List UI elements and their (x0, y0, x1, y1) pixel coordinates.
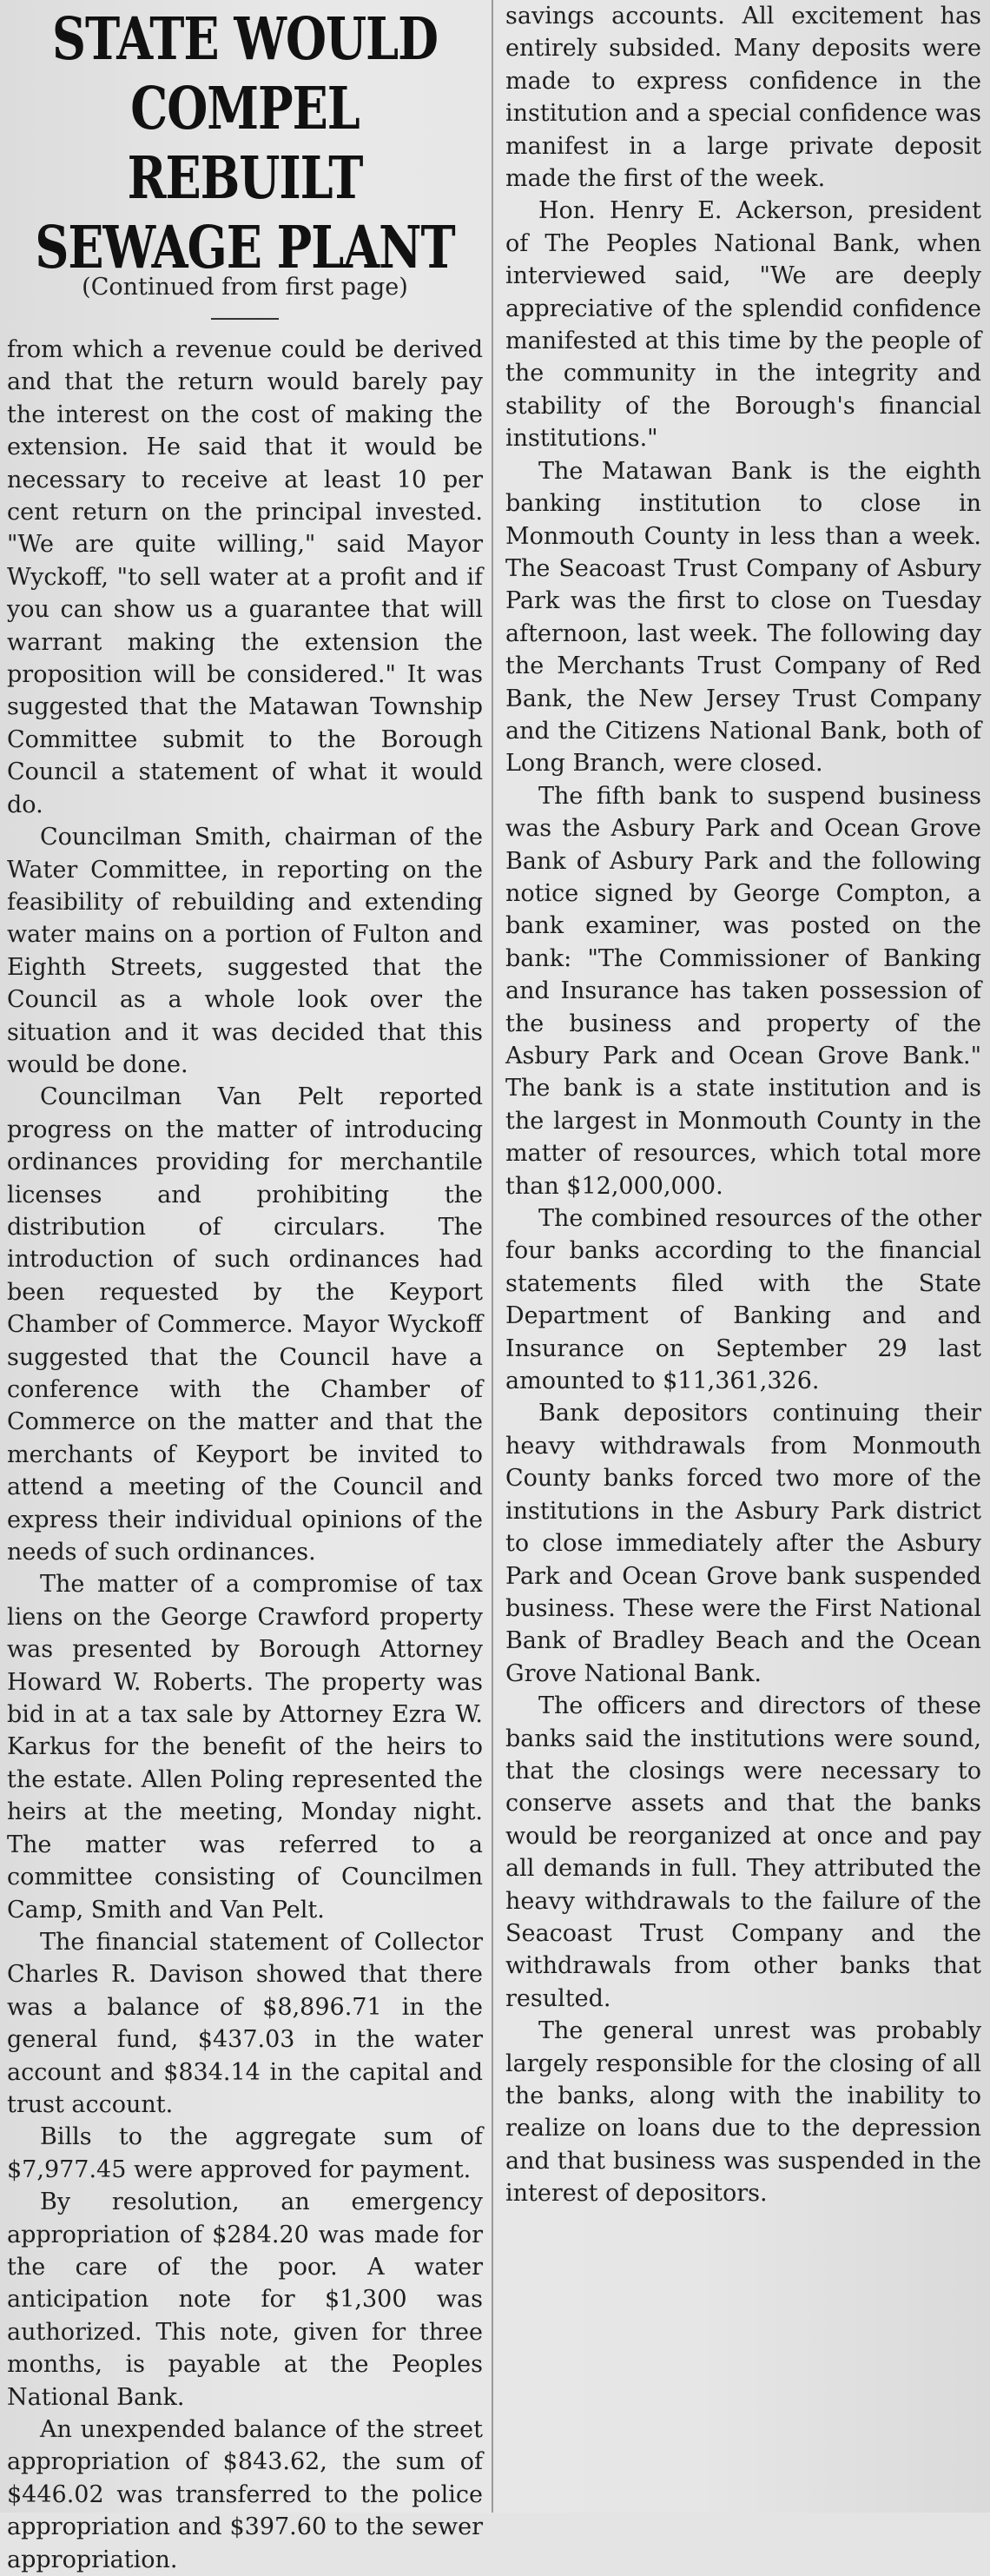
paragraph: Bills to the aggregate sum of $7,977.45 were approved for payment. (7, 2123, 483, 2183)
paragraph: The general unrest was probably largely responsible for the closing of all the banks, along with the inability to realize on loans due to the depression and that business was suspended in the interest of depositors. (505, 2017, 981, 2208)
headline-line-2: REBUILT SEWAGE PLANT (35, 142, 455, 281)
headline-line-1: STATE WOULD COMPEL (52, 3, 438, 142)
paragraph: Hon. Henry E. Ackerson, president of The Peoples National Bank, when interviewed said, "We are deeply appreciative of the splendid confidence manifested at this time by the people of the community in the integrity and stability of the Borough's financial institutions." (505, 197, 981, 453)
paragraph: The fifth bank to suspend business was the Asbury Park and Ocean Grove Bank of Asbury Park and the following notice signed by George Compton, a bank examiner, was posted on the bank: "The Commissioner of Banking and Insurance has taken possession of the business and property of the Asbury Park and Ocean Grove Bank." The bank is a state institution and is the largest in Monmouth County in the matter of resources, which total more than $12,000,000. (505, 782, 981, 1200)
left-column-text (7, 334, 483, 2576)
separator-rule (211, 318, 279, 320)
paragraph: Bank depositors continuing their heavy withdrawals from Monmouth County banks forced two more of the institutions in the Asbury Park district to close immediately after the Asbury Park and Ocean Grove bank suspended business. These were the First National Bank of Bradley Beach and the Ocean Grove National Bank. (505, 1400, 981, 1687)
paragraph: The matter of a compromise of tax liens on the George Crawford property was presented by Borough Attorney Howard W. Roberts. The property was bid in at a tax sale by Attorney Ezra W. Karkus for the benefit of the heirs to the estate. Allen Poling represented the heirs at the meeting, Monday night. The matter was referred to a committee consisting of Councilmen Camp, Smith and Van Pelt. (7, 1571, 483, 1924)
paragraph: savings accounts. All excitement has entirely subsided. Many deposits were made to express confidence in the institution and a special confidence was manifest in a large private deposit made the first of the week. (505, 3, 981, 193)
paragraph: from which a revenue could be derived and that the return would barely pay the interest on the cost of making the extension. He said that it would be necessary to receive at least 10 per cent return on the principal invested. "We are quite willing," said Mayor Wyckoff, "to sell water at a profit and if you can show us a guarantee that will warrant making the extension the proposition will be considered." It was suggested that the Matawan Township Committee submit to the Borough Council a statement of what it would do. (7, 336, 483, 818)
article-headline (7, 3, 483, 281)
paragraph: Councilman Van Pelt reported progress on the matter of introducing ordinances providing for merchantile licenses and prohibiting the distribution of circulars. The introduction of such ordinances had been requested by the Keyport Chamber of Commerce. Mayor Wyckoff suggested that the Council have a conference with the Chamber of Commerce on the matter and that the merchants of Keyport be invited to attend a meeting of the Council and express their individual opinions of the needs of such ordinances. (7, 1083, 483, 1566)
continued-note: (Continued from first page) (82, 274, 408, 301)
paragraph: The financial statement of Collector Charles R. Davison showed that there was a balance of $8,896.71 in the general fund, $437.03 in the water account and $834.14 in the capital and trust account. (7, 1928, 483, 2118)
paragraph: An unexpended balance of the street appropriation of $843.62, the sum of $446.02 was transferred to the police appropriation and $397.60 to the sewer appropriation. (7, 2416, 483, 2573)
paragraph: The Matawan Bank is the eighth banking institution to close in Monmouth County in less than a week. The Seacoast Trust Company of Asbury Park was the first to close on Tuesday afternoon, last week. The following day the Merchants Trust Company of Red Bank, the New Jersey Trust Company and the Citizens National Bank, both of Long Branch, were closed. (505, 457, 981, 778)
column-divider (492, 0, 493, 2513)
right-column (505, 0, 981, 2210)
paragraph: By resolution, an emergency appropriation of $284.20 was made for the care of the poor. A water anticipation note for $1,300 was authorized. This note, given for three months, is payable at the Peoples National Bank. (7, 2189, 483, 2411)
right-column-text (505, 0, 981, 2210)
paragraph: The combined resources of the other four banks according to the financial statements filed with the State Department of Banking and and Insurance on September 29 last amounted to $11,361,326. (505, 1205, 981, 1395)
paragraph: The officers and directors of these banks said the institutions were sound, that the closings were necessary to conserve assets and that the banks would be reorganized at once and pay all demands in full. They attributed the heavy withdrawals to the failure of the Seacoast Trust Company and the withdrawals from other banks that resulted. (505, 1692, 981, 2012)
paragraph: Councilman Smith, chairman of the Water Committee, in reporting on the feasibility of rebuilding and extending water mains on a portion of Fulton and Eighth Streets, suggested that the Council as a whole look over the situation and it was decided that this would be done. (7, 824, 483, 1078)
left-column (7, 0, 483, 2576)
